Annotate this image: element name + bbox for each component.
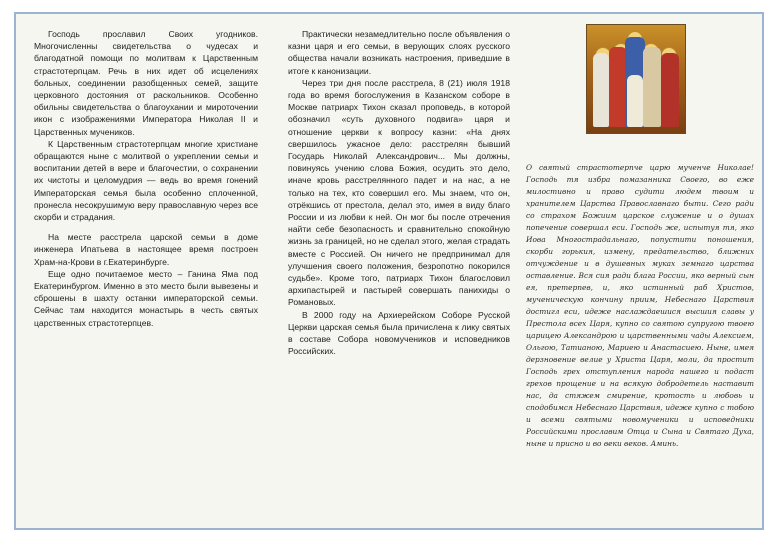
royal-martyrs-icon (586, 24, 686, 134)
paragraph: Еще одно почитаемое место – Ганина Яма под Екатеринбургом. Именно в это место были вывезены и сброшены в шахту останки императорской семьи. Сейчас там находится монастырь в честь святых царственных страстотерпцев. (34, 268, 258, 328)
paragraph: На месте расстрела царской семьи в доме инженера Ипатьева в настоящее время построен Храм-на-Крови в г.Екатеринбурге. (34, 232, 258, 267)
paragraph: Практически незамедлительно после объявления о казни царя и его семьи, в верующих слоях русского общества начали возникать настроения, приведшие в итоге к канонизации. (288, 29, 510, 76)
paragraph: К Царственным страстотерпцам многие христиане обращаются ныне с молитвой о укреплении семьи и воспитании детей в вере и благочестии, о сохранении их чистоты и целомудрия — ведь во время гонений Императорская семья была особенно сплоченной, пронесла несокрушимую веру православную через все скорби и страдания. (34, 138, 258, 223)
figure-icon (627, 75, 643, 127)
figure-icon (661, 53, 679, 127)
column-left (34, 28, 258, 329)
paragraph: Господь прославил Своих угодников. Многочисленны свидетельства о чудесах и благодатной помощи по молитвам к Царственным страстотерпцам. Речь в них идет об исцелениях больных, соединении разобщенных семей, защите церковного достояния от раскольников. Особенно обильны свидетельства о благоухании и мироточении икон с изображениями Императора Николая II и Царственных мучеников. (34, 29, 258, 137)
paragraph: Через три дня после расстрела, 8 (21) июля 1918 года во время богослужения в Казанском соборе в Москве патриарх Тихон сказал проповедь, в которой обозначил «суть духовного подвига» царя и отношение церкви к вопросу казни: «На днях свершилось ужасное дело: расстрелян бывший Государь Николай Александрович... Мы должны, повинуясь учению слова Божия, осудить это дело, иначе кровь расстрелянного падет и на нас, а не только на тех, кто совершил его. Мы знаем, что он, отрёкшись от престола, делал это, имея в виду благо России и из любви к ней. Он мог бы после отречения найти себе безопасность и сравнительно спокойную жизнь за границей, но не сделал этого, желая страдать вместе с Россией. Он ничего не предпринимал для улучшения своего положения, безропотно покорился судьбе». Кроме того, патриарх Тихон благословил архипастырей и пастырей совершать панихиды о Романовых. (288, 77, 510, 308)
leaflet-page (14, 12, 764, 530)
paragraph: В 2000 году на Архиерейском Соборе Русской Церкви царская семья была причислена к лику святых в составе Собора новомучеников и исповедников Российских. (288, 309, 510, 357)
figure-icon (643, 47, 661, 127)
column-middle (288, 28, 510, 357)
figure-icon (593, 53, 609, 127)
prayer-text: О святый страстотерпче царю мученче Николае! Господь тя избра помазанника Своего, во еже милостивно и право судити людем твоим и хранителем Царства Православнаго быти. Сего ради со страхом Божиим царское служение и о душах попечение совершал еси. Господь же, испытуя тя, яко Иова Многострадальнаго, попустити поношения, скорби горькия, измену, предательство, ближних отчуждение и в душевных муках земнаго царства оставление. Вся сия ради блага России, яко верный сын ея, претерпев, и, яко истинный раб Христов, мученическую кончину приим, Небеснаго Царствия достигл еси, идеже наслаждаешися высшия славы у Престола всех Царя, купно со святою супругою твоею царицею Александрою и царственными чады Алексием, Ольгою, Татианою, Мариею и Анастасиею. Ныне, имея дерзновение велие у Христа Царя, моли, да простит Господь грех отступления народа нашего и подаст грехов прощение и на всякую добродетель наставит нас, да стяжем смирение, кротость и любовь и сподобимся Небеснаго Царствия, идеже купно с тобою и всеми святыми новомученики и исповедники Российскими прославим Отца и Сына и Святаго Духа, ныне и присно и во веки веков. Аминь. (526, 163, 754, 448)
column-right-prayer (526, 162, 754, 450)
